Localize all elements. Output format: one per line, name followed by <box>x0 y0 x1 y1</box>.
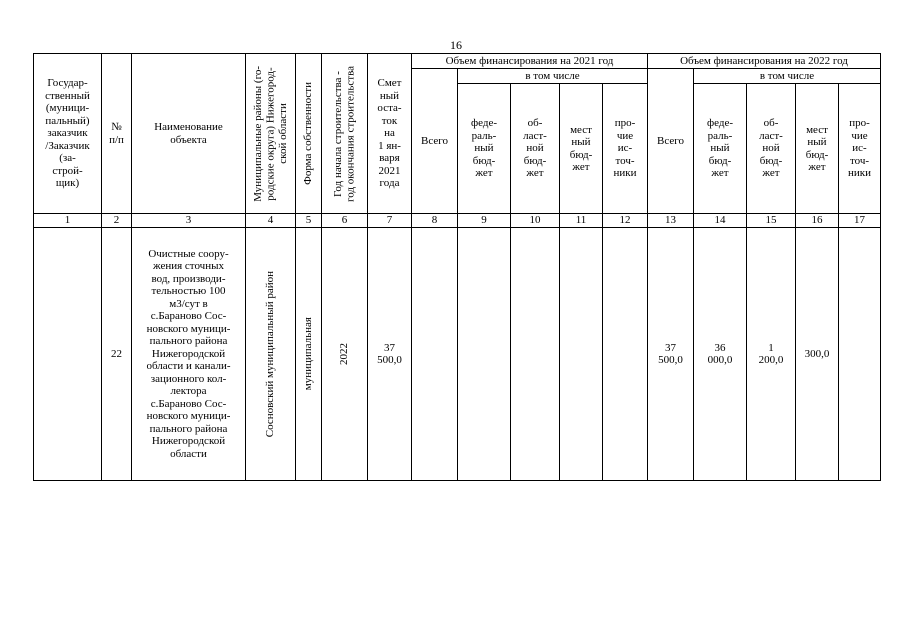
header-regional-2021: об- ласт- ной бюд- жет <box>511 84 560 214</box>
column-number: 10 <box>511 214 560 228</box>
column-number: 5 <box>296 214 322 228</box>
row-federal-2022: 36 000,0 <box>694 228 747 481</box>
row-num: 22 <box>102 228 132 481</box>
column-number: 7 <box>368 214 412 228</box>
row-other-2021 <box>603 228 648 481</box>
row-regional-2022: 1 200,0 <box>747 228 796 481</box>
row-other-2022 <box>839 228 881 481</box>
header-other-2021: про- чие ис- точ- ники <box>603 84 648 214</box>
row-construction-years <box>322 228 368 481</box>
row-construction-years-text: 2022 <box>338 343 351 365</box>
header-total-2021: Всего <box>412 69 458 214</box>
column-number: 2 <box>102 214 132 228</box>
row-customer <box>34 228 102 481</box>
header-total-2022: Всего <box>648 69 694 214</box>
row-federal-2021 <box>458 228 511 481</box>
header-num: № п/п <box>102 54 132 214</box>
header-construction-years <box>322 54 368 214</box>
header-including-2022: в том числе <box>694 69 881 84</box>
row-municipal-district-text: Сосновский муниципальный район <box>264 270 277 438</box>
header-ownership-form-text: Форма собственности <box>302 82 315 185</box>
header-customer: Государ- ственный (муници- пальный) заказчик /Заказчик (за- строй- щик) <box>34 54 102 214</box>
header-funding-2022: Объем финансирования на 2022 год <box>648 54 881 69</box>
row-local-2022: 300,0 <box>796 228 839 481</box>
table-row <box>34 228 881 481</box>
column-number: 11 <box>560 214 603 228</box>
header-local-2021: мест ный бюд- жет <box>560 84 603 214</box>
row-estimated-balance: 37 500,0 <box>368 228 412 481</box>
header-federal-2022: феде- раль- ный бюд- жет <box>694 84 747 214</box>
row-total-2022: 37 500,0 <box>648 228 694 481</box>
column-number: 1 <box>34 214 102 228</box>
column-number: 4 <box>246 214 296 228</box>
row-regional-2021 <box>511 228 560 481</box>
header-regional-2022: об- ласт- ной бюд- жет <box>747 84 796 214</box>
column-number: 8 <box>412 214 458 228</box>
column-number: 15 <box>747 214 796 228</box>
column-number: 13 <box>648 214 694 228</box>
column-number: 17 <box>839 214 881 228</box>
header-local-2022: мест ный бюд- жет <box>796 84 839 214</box>
column-number: 3 <box>132 214 246 228</box>
row-local-2021 <box>560 228 603 481</box>
column-number-row <box>34 214 881 228</box>
column-number: 9 <box>458 214 511 228</box>
header-estimated-balance: Смет ный оста- ток на 1 ян- варя 2021 года <box>368 54 412 214</box>
investment-table <box>33 53 881 481</box>
header-funding-2021: Объем финансирования на 2021 год <box>412 54 648 69</box>
column-number: 16 <box>796 214 839 228</box>
row-municipal-district <box>246 228 296 481</box>
header-municipal-district-text: Муниципальные районы (го- родские округа) Нижегород- ской области <box>251 65 289 202</box>
column-number: 14 <box>694 214 747 228</box>
row-ownership-form <box>296 228 322 481</box>
header-ownership-form <box>296 54 322 214</box>
page-number: 16 <box>450 38 462 52</box>
row-ownership-form-text: муниципальная <box>302 317 315 391</box>
header-including-2021: в том числе <box>458 69 648 84</box>
header-federal-2021: феде- раль- ный бюд- жет <box>458 84 511 214</box>
row-total-2021 <box>412 228 458 481</box>
row-object-name: Очистные соору- жения сточных вод, производи- тельностью 100 м3/сут в с.Бараново Сос- новского муници- пального района Нижегородской области и канали- зационного кол- лектора с.Бараново Сос- новского муници- пального района Нижегородской области <box>132 228 246 481</box>
header-construction-years-text: Год начала строительства - год окончания строительства <box>332 65 357 202</box>
header-municipal-district <box>246 54 296 214</box>
header-other-2022: про- чие ис- точ- ники <box>839 84 881 214</box>
column-number: 6 <box>322 214 368 228</box>
column-number: 12 <box>603 214 648 228</box>
header-object-name: Наименование объекта <box>132 54 246 214</box>
